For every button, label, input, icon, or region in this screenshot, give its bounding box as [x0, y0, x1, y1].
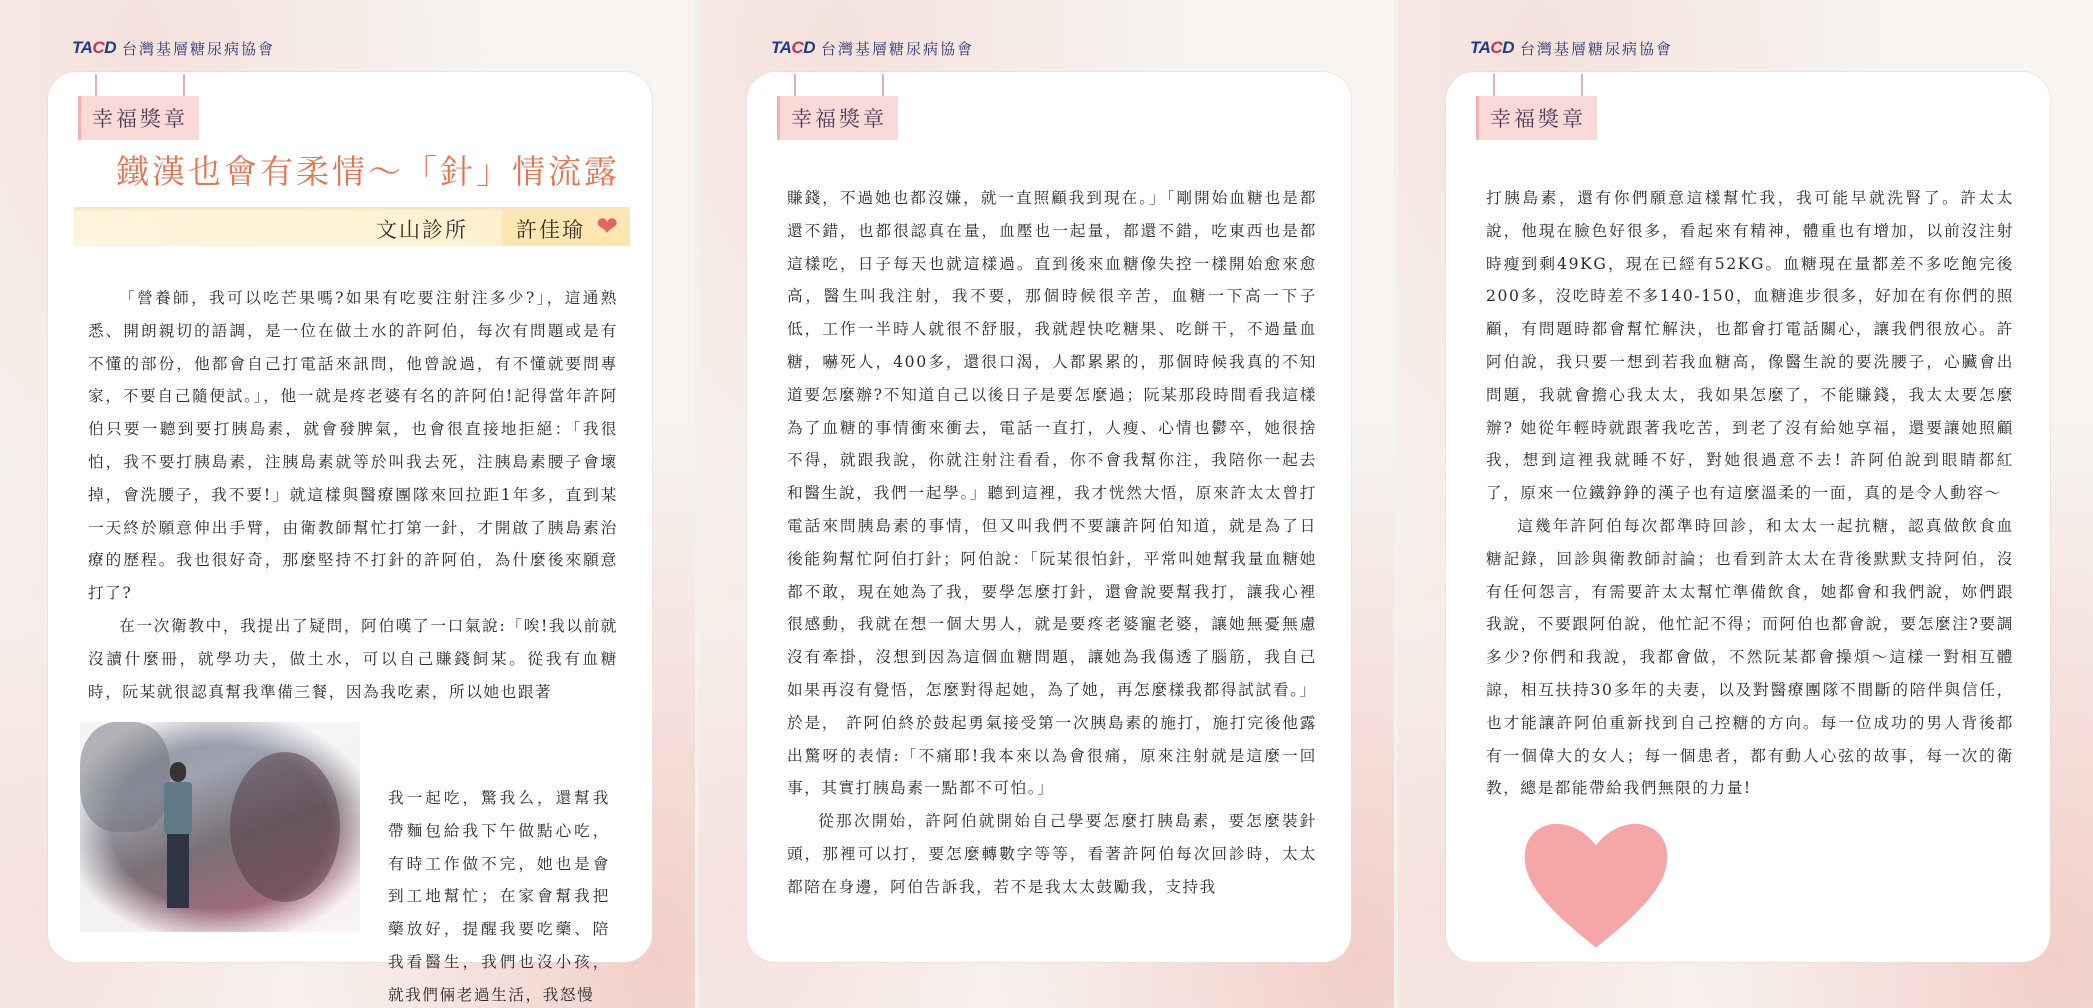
heart-icon: ❤ — [596, 212, 618, 242]
article-body — [787, 182, 1317, 904]
patient-photo — [80, 722, 360, 932]
page-3 — [1398, 0, 2093, 1008]
association-logo — [771, 36, 974, 60]
association-name: 台灣基層糖尿病協會 — [1519, 39, 1673, 58]
clinic-name: 文山診所 — [376, 218, 468, 242]
tadc-logo-mark: TACD — [72, 38, 116, 57]
paragraph: 從那次開始，許阿伯就開始自己學要怎麼打胰島素，要怎麼裝針頭，那裡可以打，要怎麼轉數字等等，看著許阿伯每次回診時，太太都陪在身邊，阿伯告訴我，若不是我太太鼓勵我，支持我 — [787, 812, 1317, 896]
paragraph: 在一次衛教中，我提出了疑問，阿伯嘆了一口氣說:「唉!我以前就沒讀什麼冊，就學功夫，做土水，可以自己賺錢飼某。從我有血糖時，阮某就很認真幫我準備三餐，因為我吃素，所以她也跟著 — [88, 616, 618, 701]
author-box — [502, 210, 630, 246]
paragraph: 打胰島素，還有你們願意這樣幫忙我，我可能早就洗腎了。許太太說，他現在臉色好很多，看起來有精神，體重也有增加，以前沒注射時瘦到剩49KG，現在已經有52KG。血糖現在量都差不多吃飽完後200多，沒吃時差不多140-150，血糖進步很多，好加在有你們的照顧，有問題時都會幫忙解決，也都會打電話關心，讓我們很放心。許阿伯說，我只要一想到若我血糖高，像醫生說的要洗腰子，心臟會出問題，我就會擔心我太太，我如果怎麼了，不能賺錢，我太太要怎麼辦? 她從年輕時就跟著我吃苦，到老了沒有給她享福，還要讓她照顧我，想到這裡我就睡不好，對她很過意不去! 許阿伯說到眼睛都紅了，原來一位鐵錚錚的漢子也有這麼溫柔的一面，真的是令人動容～ — [1486, 189, 2014, 503]
photo-shrub — [230, 752, 340, 902]
paragraph: 我一起吃，驚我么，還幫我帶麵包給我下午做點心吃，有時工作做不完，她也是會到工地幫忙；在家會幫我把藥放好，提醒我要吃藥、陪我看醫生，我們也沒小孩，就我們倆老過生活，我怒慢 — [388, 789, 610, 1004]
paragraph: 這幾年許阿伯每次都準時回診，和太太一起抗糖，認真做飲食血糖記錄，回診與衛教師討論；也看到許太太在背後默默支持阿伯，沒有任何怨言，有需要許太太幫忙準備飲食，她都會和我們說，妳們跟我說，不要跟阿伯說，他忙記不得；而阿伯也都會說，要怎麼注?要調多少?你們和我說，我都會做，不然阮某都會操煩～這樣一對相互體諒，相互扶持30多年的夫妻，以及對醫療團隊不間斷的陪伴與信任，也才能讓許阿伯重新找到自己控糖的方向。每一位成功的男人背後都有一個偉大的女人；每一個患者，都有動人心弦的故事，每一次的衛教，總是都能帶給我們無限的力量! — [1486, 516, 2014, 798]
photo-man-figure — [160, 762, 196, 912]
section-tag: 幸福獎章 — [78, 96, 199, 140]
page-2 — [699, 0, 1394, 1008]
byline — [74, 207, 630, 246]
paragraph: 賺錢，不過她也都沒嫌，就一直照顧我到現在。」「剛開始血糖也是都還不錯，也都很認真在量，血壓也一起量，都還不錯，吃東西也是都這樣吃，日子每天也就這樣過。直到後來血糖像失控一樣開始愈來愈高，醫生叫我注射，我不要，那個時候很辛苦，血糖一下高一下子低，工作一半時人就很不舒服，我就趕快吃糖果、吃餅干，不過量血糖，嚇死人，400多，還很口渴，人都累累的，那個時候我真的不知道要怎麼辦?不知道自己以後日子是要怎麼過；阮某那段時間看我這樣為了血糖的事情衝來衝去，電話一直打，人瘦、心情也鬱卒，她很捨不得，就跟我說，你就注射注看看，你不會我幫你注，我陪你一起去和醫生說，我們一起學。」聽到這裡，我才恍然大悟，原來許太太曾打電話來問胰島素的事情，但又叫我們不要讓許阿伯知道，就是為了日後能夠幫忙阿伯打針；阿伯說：「阮某很怕針，平常叫她幫我量血糖她都不敢，現在她為了我，要學怎麼打針，還會說要幫我打，讓我心裡很感動，我就在想一個大男人，就是要疼老婆寵老婆，讓她無憂無慮沒有牽掛，沒想到因為這個血糖問題，讓她為我傷透了腦筋，我自己如果再沒有覺悟，怎麼對得起她，為了她，再怎麼樣我都得試試看。」於是， 許阿伯終於鼓起勇氣接受第一次胰島素的施打，施打完後他露出驚呀的表情:「不痛耶!我本來以為會很痛，原來注射就是這麼一回事，其實打胰島素一點都不可怕。」 — [787, 189, 1317, 798]
decorative-heart-icon — [1516, 807, 1676, 957]
association-name: 台灣基層糖尿病協會 — [121, 39, 275, 58]
page-1 — [0, 0, 695, 1008]
section-tag: 幸福獎章 — [777, 96, 898, 140]
author-name: 許佳瑜 — [516, 218, 585, 242]
article-body — [88, 282, 618, 708]
association-name: 台灣基層糖尿病協會 — [820, 39, 974, 58]
article-card — [1446, 72, 2050, 962]
article-title: 鐵漢也會有柔情～「針」情流露 — [116, 152, 620, 191]
section-tag: 幸福獎章 — [1476, 96, 1597, 140]
association-logo — [1470, 36, 1673, 60]
paragraph: 「營養師，我可以吃芒果嗎?如果有吃要注射注多少?」，這通熟悉、開朗親切的語調，是一位在做土水的許阿伯，每次有問題或是有不懂的部份，他都會自己打電話來訊問，他曾說過，有不懂就要問專家，不要自己隨便試。」，他一就是疼老婆有名的許阿伯!記得當年許阿伯只要一聽到要打胰島素，就會發脾氣，也會很直接地拒絕：「我很怕，我不要打胰島素，注胰島素就等於叫我去死，注胰島素腰子會壞掉，會洗腰子，我不要!」就這樣與醫療團隊來回拉距1年多，直到某一天終於願意伸出手臂，由衛教師幫忙打第一針，才開啟了胰島素治療的歷程。我也很好奇，那麼堅持不打針的許阿伯，為什麼後來願意打了? — [88, 289, 618, 603]
tadc-logo-mark: TACD — [1470, 38, 1514, 57]
association-logo — [72, 36, 275, 60]
article-body-beside-photo — [388, 782, 610, 1008]
article-card — [48, 72, 652, 1004]
photo-tree — [80, 722, 170, 832]
article-body — [1486, 182, 2014, 805]
article-card — [747, 72, 1351, 962]
tadc-logo-mark: TACD — [771, 38, 815, 57]
